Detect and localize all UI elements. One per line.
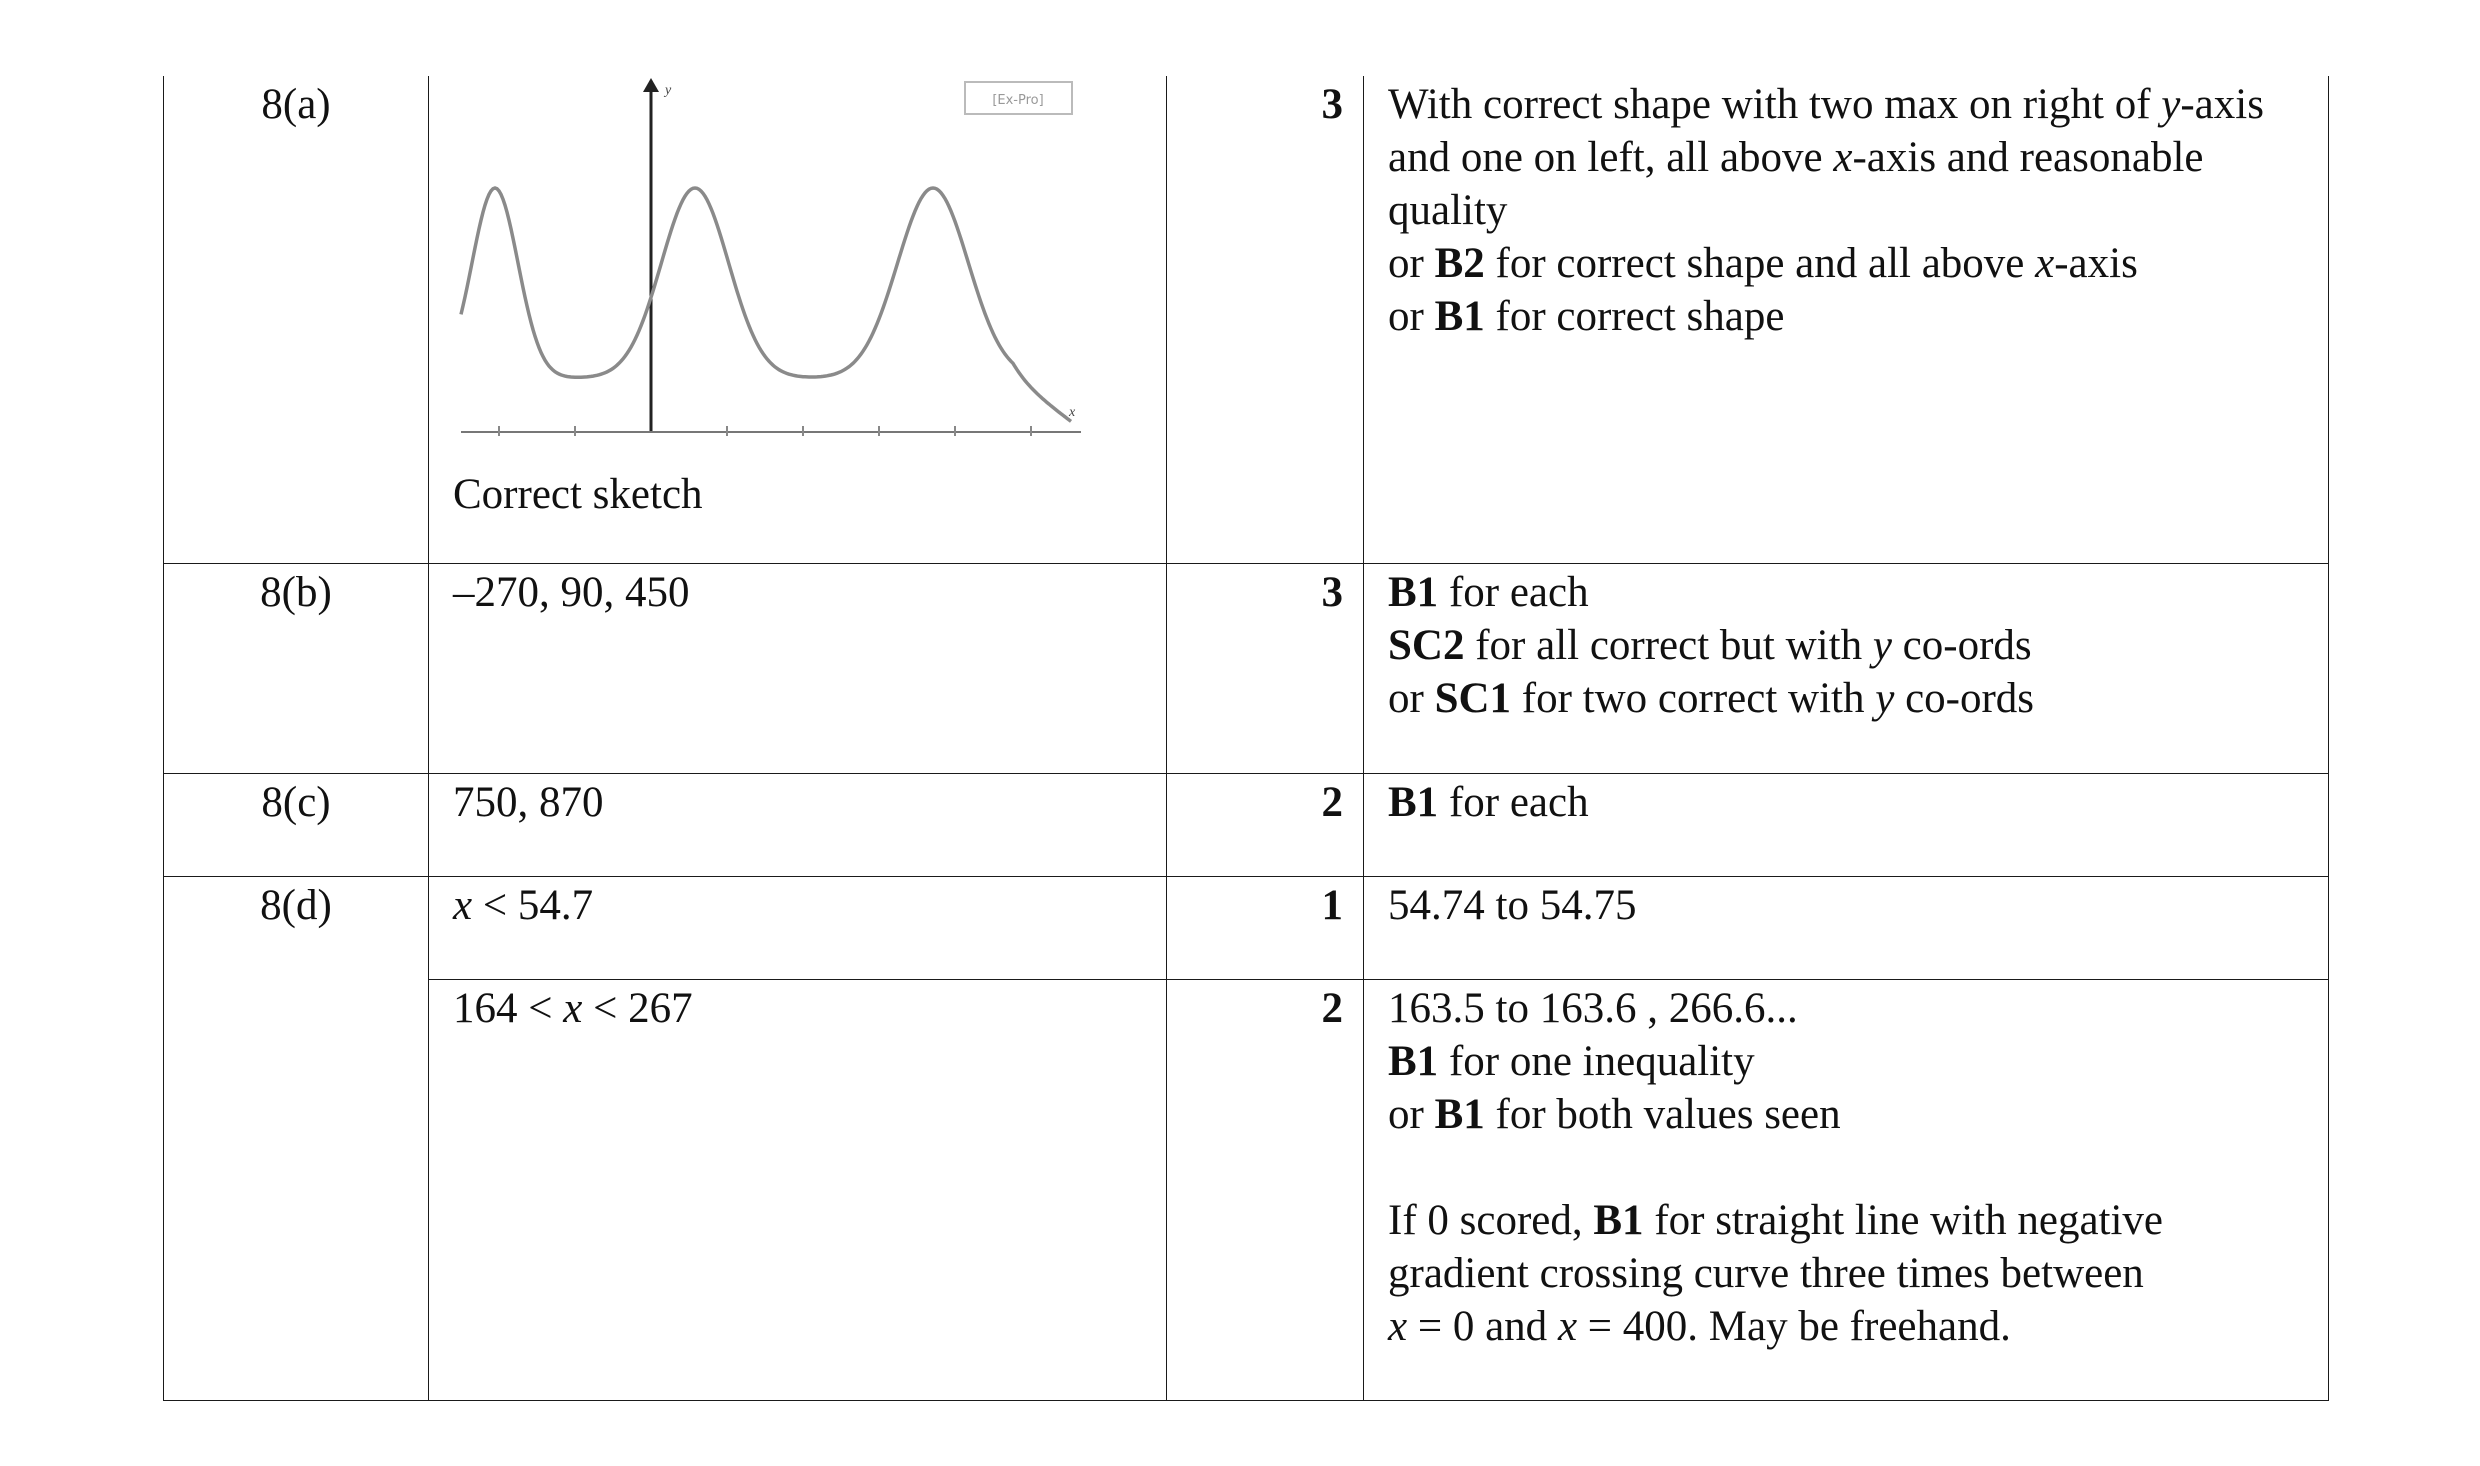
marks: 2: [1167, 980, 1364, 1401]
guidance-line: [1388, 672, 2310, 725]
mark-code: B1: [1434, 293, 1485, 340]
question-number: 8(b): [164, 564, 429, 774]
text-run: = 400. May be freehand.: [1577, 1303, 2011, 1350]
text-run: or: [1388, 240, 1435, 287]
answer: [429, 980, 1167, 1401]
guidance-line: [1388, 184, 2310, 237]
text-run: or: [1388, 293, 1435, 340]
guidance-line: [1388, 1247, 2310, 1300]
mark-code: B1: [1434, 1091, 1485, 1138]
text-run: If 0 scored,: [1388, 1197, 1594, 1244]
guidance-line: [1388, 290, 2310, 343]
guidance-line: [1388, 1088, 2310, 1141]
text-run: co-ords: [1894, 675, 2035, 722]
sketch-curve: [461, 188, 1071, 421]
text-run: for each: [1438, 779, 1589, 826]
mark-code: SC2: [1388, 622, 1465, 669]
math-variable: y: [2161, 81, 2181, 128]
window-label: [Ex-Pro]: [992, 93, 1044, 108]
text-run: for both values seen: [1484, 1091, 1841, 1138]
text-run: and one on left, all above: [1388, 134, 1834, 181]
graph-sketch: [453, 78, 1093, 468]
text-run: for straight line with negative: [1643, 1197, 2164, 1244]
text-run: 54.74 to 54.75: [1388, 882, 1637, 929]
math-variable: x: [1833, 134, 1853, 181]
answer: 750, 870: [429, 774, 1167, 877]
guidance-cell: [1364, 877, 2329, 980]
guidance-line: [1388, 1035, 2310, 1088]
text-run: for one inequality: [1438, 1038, 1755, 1085]
mark-code: B1: [1388, 779, 1439, 826]
guidance-line: [1388, 619, 2310, 672]
guidance-cell: [1364, 980, 2329, 1401]
guidance-line: [1388, 1194, 2310, 1247]
table-row: [164, 877, 2329, 980]
text-run: co-ords: [1891, 622, 2032, 669]
mark-code: B1: [1388, 1038, 1439, 1085]
marks: 2: [1167, 774, 1364, 877]
guidance-line: [1388, 1300, 2310, 1353]
text-run: 164 <: [453, 985, 564, 1032]
mark-code: B2: [1434, 240, 1485, 287]
guidance-line: [1388, 78, 2310, 131]
answer: –270, 90, 450: [429, 564, 1167, 774]
text-run: 163.5 to 163.6 , 266.6...: [1388, 985, 1798, 1032]
text-run: for correct shape: [1484, 293, 1785, 340]
y-axis-label: y: [665, 83, 672, 98]
math-variable: x: [2035, 240, 2055, 287]
question-number: 8(d): [164, 877, 429, 1401]
guidance-cell: [1364, 774, 2329, 877]
text-run: = 0 and: [1407, 1303, 1558, 1350]
table-row: [164, 980, 2329, 1401]
guidance-cell: [1364, 76, 2329, 564]
x-axis-label: x: [1069, 405, 1076, 420]
math-variable: y: [1875, 675, 1895, 722]
mark-code: SC1: [1434, 675, 1512, 722]
text-run: With correct shape with two max on right of: [1388, 81, 2162, 128]
text-run: < 267: [582, 985, 693, 1032]
text-run: for each: [1438, 569, 1589, 616]
question-number: 8(a): [164, 76, 429, 564]
text-run: -axis and reasonable: [1852, 134, 2204, 181]
text-run: for two correct with: [1511, 675, 1876, 722]
text-run: -axis: [2054, 240, 2138, 287]
sketch-image: [453, 78, 1093, 458]
guidance-line: [1388, 566, 2310, 619]
table-row: [164, 76, 2329, 564]
guidance-cell: [1364, 564, 2329, 774]
marks: 1: [1167, 877, 1364, 980]
text-run: gradient crossing curve three times between: [1388, 1250, 2144, 1297]
math-variable: x: [563, 985, 583, 1032]
text-run: or: [1388, 1091, 1435, 1138]
text-run: for correct shape and all above: [1484, 240, 2036, 287]
text-run: < 54.7: [472, 882, 594, 929]
text-run: quality: [1388, 187, 1508, 234]
math-variable: y: [1872, 622, 1892, 669]
mark-scheme-table: [163, 76, 2329, 1401]
mark-code: B1: [1388, 569, 1439, 616]
answer: [429, 877, 1167, 980]
marks: 3: [1167, 564, 1364, 774]
math-variable: x: [453, 882, 473, 929]
text-run: for all correct but with: [1464, 622, 1873, 669]
answer-caption: Correct sketch: [453, 471, 703, 518]
mark-code: B1: [1593, 1197, 1644, 1244]
marks: 3: [1167, 76, 1364, 564]
guidance-line: [1388, 879, 2310, 932]
answer-cell: [429, 76, 1167, 564]
question-number: 8(c): [164, 774, 429, 877]
text-run: -axis: [2180, 81, 2264, 128]
guidance-line: [1388, 237, 2310, 290]
math-variable: x: [1557, 1303, 1578, 1350]
guidance-line: [1388, 982, 2310, 1035]
math-variable: x: [1388, 1303, 1408, 1350]
y-axis-arrow: [643, 78, 659, 92]
table-row: [164, 774, 2329, 877]
table-row: [164, 564, 2329, 774]
text-run: or: [1388, 675, 1435, 722]
guidance-line: [1388, 776, 2310, 829]
guidance-line: [1388, 131, 2310, 184]
